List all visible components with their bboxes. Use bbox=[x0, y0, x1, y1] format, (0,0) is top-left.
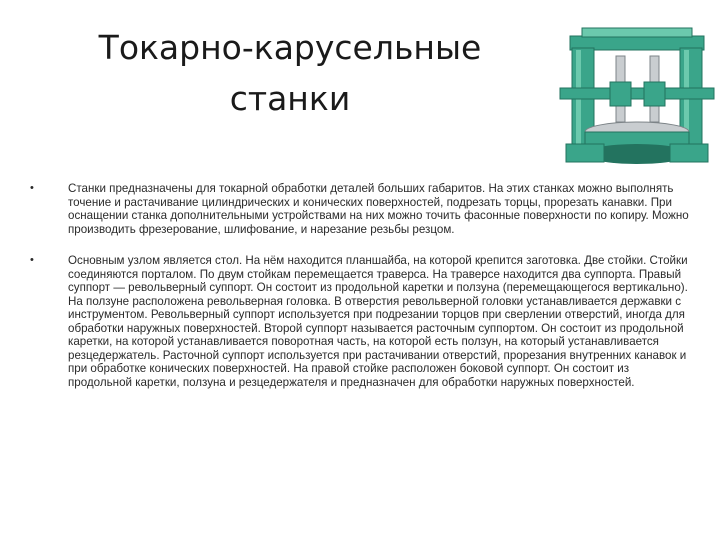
machine-saddle-right bbox=[644, 82, 665, 106]
title-line-2: станки bbox=[229, 79, 351, 118]
bullet-item bbox=[30, 182, 695, 236]
bullet-marker: • bbox=[30, 254, 34, 266]
bullet-marker: • bbox=[30, 182, 34, 194]
bullet-text: Станки предназначены для токарной обработки деталей больших габаритов. На этих станках можно выполнять точение и растачивание цилиндрических и конических поверхностей, подрезать торцы, прорезать канавки. При оснащении станка дополнительными устройствами на них можно точить фасонные поверхности по копиру. Можно производить фрезерование, шлифование, и нарезание резьбы резцом. bbox=[68, 182, 689, 236]
bullet-item bbox=[30, 254, 695, 389]
title-line-1: Токарно-карусельные bbox=[98, 28, 482, 67]
machine-saddle-left bbox=[610, 82, 631, 106]
machine-bed-right bbox=[670, 144, 708, 162]
slide-title bbox=[60, 22, 520, 124]
machine-portal-top bbox=[582, 28, 692, 37]
bullet-text: Основным узлом является стол. На нём находится планшайба, на которой крепится заготовка. Две стойки. Стойки соединяются порталом. По двум стойкам перемещается траверса. На траверсе находится два суппорта. Правый суппорт — револьверный суппорт. Он состоит из продольной каретки и ползуна (перемещающегося вертикально). На ползуне расположена револьверная головка. В отверстия револьверной головки устанавливается державки с инструментом. Револьверный суппорт используется при подрезании торцов при сверлении отверстий, иногда для обработки наружных поверхностей. Второй суппорт называется расточным суппортом. Он состоит из продольной каретки, на которой устанавливается поворотная часть, на которой есть ползун, на который устанавливается резцедержатель. Расточной суппорт используется при растачивании отверстий, прорезания внутренних канавок и при обработке конических поверхностей. На правой стойке расположен боковой суппорт. Он состоит из продольной каретки, ползуна и резцедержателя и предназначен для обработки наружных поверхностей. bbox=[68, 254, 688, 389]
machine-bed bbox=[566, 144, 604, 162]
machine-crossrail bbox=[560, 88, 714, 99]
bullet-list bbox=[30, 182, 695, 389]
vertical-lathe-illustration bbox=[552, 14, 718, 172]
